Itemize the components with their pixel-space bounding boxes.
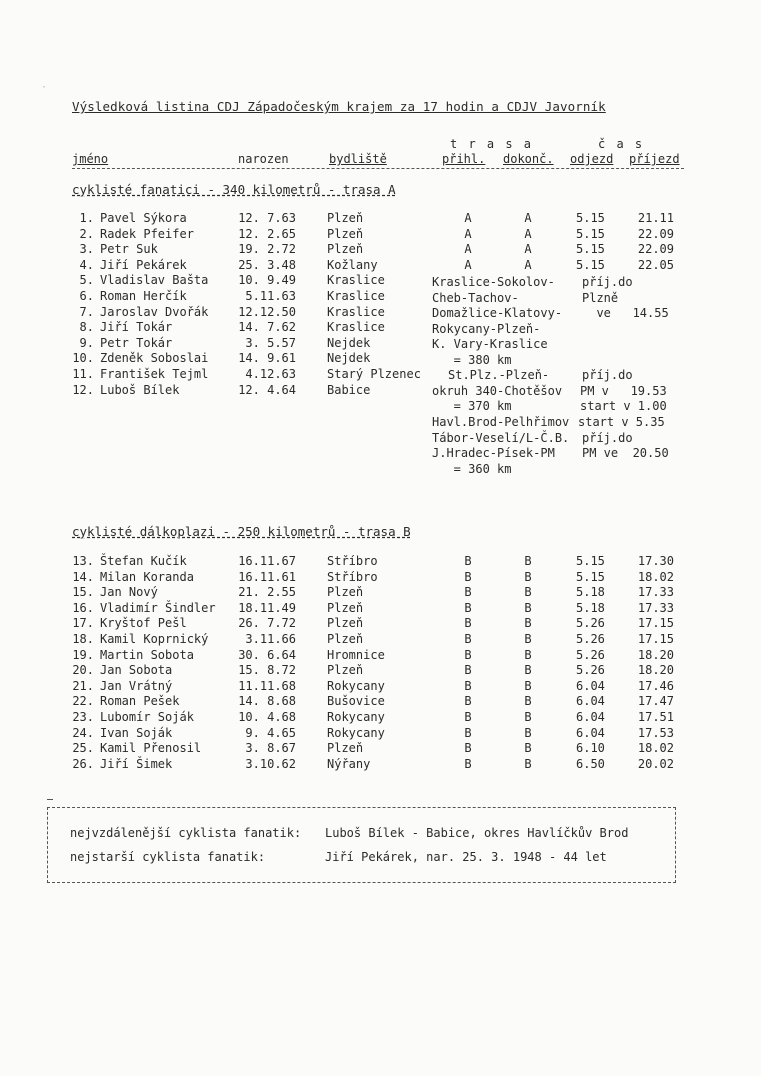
summary-value-farthest: Luboš Bílek - Babice, okres Havlíčkův Brod [325,826,629,840]
birth-date: 19. 2.72 [238,242,296,257]
table-row [0,726,761,741]
departure-time: 5.26 [576,616,605,631]
birth-date: 26. 7.72 [238,616,296,631]
table-row [0,663,761,678]
residence: Nejdek [327,351,371,366]
table-row [0,757,761,772]
row-number: 1. [79,211,94,225]
route-registered: B [464,678,472,693]
birth-date: 12.12.50 [238,304,296,319]
rider-name: Petr Suk [100,242,158,257]
birth-date: 14. 9.61 [238,351,296,366]
residence: Plzeň [327,600,364,615]
rider-name: Roman Pešek [100,694,180,709]
route-completed: B [524,725,532,740]
time-note-3: start v 5.35 příj.do PM ve 20.50 [578,415,669,461]
route-registered: B [464,694,472,709]
rider-name: František Tejml [100,367,209,381]
arrival-time: 17.15 [637,632,674,646]
residence: Hromnice [327,647,385,662]
row-number: 10. [72,351,94,366]
residence: Plzeň [327,616,364,631]
birth-date: 10. 4.68 [238,710,296,724]
rider-name: Lubomír Soják [100,710,194,724]
route-note-3: Havl.Brod-Pelhřimov Tábor-Veselí/L-Č.B. J.Hradec-Písek-PM = 360 km [432,415,570,476]
rider-name: Kryštof Pešl [100,616,187,631]
arrival-time: 17.53 [637,725,674,740]
row-number: 7. [79,304,94,319]
route-note-1: Kraslice-Sokolov- Cheb-Tachov- Domažlice-Klatovy- Rokycany-Plzeň- K. Vary-Kraslice = 380 km [432,275,563,367]
departure-time: 5.26 [576,647,605,662]
route-completed: A [524,242,532,257]
row-number: 17. [72,616,94,631]
row-number: 3. [79,242,94,257]
row-number: 2. [79,226,94,241]
arrival-time: 20.02 [637,756,674,771]
table-row [0,585,761,600]
rider-name: Jaroslav Dvořák [100,304,209,319]
row-number: 22. [72,694,94,709]
route-completed: B [524,585,532,600]
header-narozen: narozen [238,152,289,166]
residence: Nýřany [327,756,371,771]
table-row [0,616,761,631]
residence: Kraslice [327,304,385,319]
route-completed: B [524,554,532,568]
rider-name: Jiří Tokár [100,320,173,335]
departure-time: 6.50 [576,756,605,771]
residence: Plzeň [327,741,364,756]
departure-time: 6.04 [576,710,605,724]
header-cas: č a s [598,137,645,151]
arrival-time: 18.20 [637,663,674,678]
departure-time: 5.18 [576,600,605,615]
route-registered: B [464,710,472,724]
residence: Plzeň [327,663,364,678]
rider-name: Vladislav Bašta [100,273,209,288]
departure-time: 6.04 [576,725,605,740]
rider-name: Kamil Koprnický [100,632,209,646]
table-row [0,710,761,725]
departure-time: 5.26 [576,632,605,646]
residence: Kraslice [327,273,385,288]
route-completed: B [524,569,532,584]
birth-date: 3. 8.67 [245,741,296,756]
rider-name: Martin Sobota [100,647,194,662]
row-number: 24. [72,725,94,740]
residence: Plzeň [327,242,364,257]
birth-date: 21. 2.55 [238,585,296,600]
row-number: 19. [72,647,94,662]
residence: Plzeň [327,632,364,646]
rider-name: Jan Sobota [100,663,173,678]
row-number: 25. [72,741,94,756]
residence: Plzeň [327,226,364,241]
row-number: 4. [79,257,94,272]
route-completed: B [524,663,532,678]
row-number: 21. [72,678,94,693]
summary-box [47,807,676,883]
departure-time: 5.15 [576,242,605,257]
arrival-time: 22.09 [637,226,674,241]
header-prijezd: příjezd [629,152,680,166]
residence: Kraslice [327,320,385,335]
birth-date: 12. 7.63 [238,211,296,225]
residence: Starý Plzenec [327,367,421,381]
rider-name: Radek Pfeifer [100,226,194,241]
route-registered: B [464,585,472,600]
table-row [0,351,761,366]
rider-name: Luboš Bílek [100,382,180,397]
table-row [0,648,761,663]
birth-date: 16.11.67 [238,554,296,568]
rider-name: Štefan Kučík [100,554,187,568]
birth-date: 30. 6.64 [238,647,296,662]
route-note-2: St.Plz.-Plzeň- okruh 340-Chotěšov = 370 km [432,368,563,414]
arrival-time: 22.05 [637,257,674,272]
rider-name: Jiří Šimek [100,756,173,771]
table-row [0,320,761,335]
birth-date: 11.11.68 [238,678,296,693]
row-number: 13. [72,554,94,568]
header-prihl: přihl. [442,152,486,166]
arrival-time: 18.02 [637,741,674,756]
route-completed: A [524,211,532,225]
residence: Plzeň [327,211,364,225]
route-registered: A [464,226,472,241]
header-dokonc: dokonč. [503,152,554,166]
birth-date: 15. 8.72 [238,663,296,678]
birth-date: 9. 4.65 [245,725,296,740]
residence: Rokycany [327,678,385,693]
table-row [0,227,761,242]
row-number: 16. [72,600,94,615]
birth-date: 3.10.62 [245,756,296,771]
birth-date: 18.11.49 [238,600,296,615]
table-row [0,694,761,709]
departure-time: 5.15 [576,226,605,241]
route-completed: B [524,694,532,709]
header-divider [72,168,684,169]
time-note-2: příj.do PM v 19.53 start v 1.00 [580,368,667,414]
row-number: 8. [79,320,94,335]
residence: Kraslice [327,289,385,303]
box-corner-mark [47,799,53,800]
route-completed: A [524,257,532,272]
departure-time: 6.04 [576,678,605,693]
arrival-time: 17.33 [637,585,674,600]
departure-time: 5.15 [576,569,605,584]
residence: Stříbro [327,554,378,568]
rider-name: Milan Koranda [100,569,194,584]
departure-time: 6.10 [576,741,605,756]
arrival-time: 22.09 [637,242,674,257]
residence: Rokycany [327,710,385,724]
row-number: 15. [72,585,94,600]
departure-time: 5.26 [576,663,605,678]
row-number: 9. [79,335,94,350]
row-number: 20. [72,663,94,678]
table-row [0,570,761,585]
route-registered: B [464,741,472,756]
row-number: 18. [72,632,94,646]
residence: Kožlany [327,257,378,272]
arrival-time: 17.47 [637,694,674,709]
residence: Plzeň [327,585,364,600]
arrival-time: 17.46 [637,678,674,693]
arrival-time: 21.11 [637,211,674,225]
residence: Nejdek [327,335,371,350]
residence: Babice [327,382,371,397]
departure-time: 5.15 [576,211,605,225]
departure-time: 6.04 [576,694,605,709]
arrival-time: 18.20 [637,647,674,662]
arrival-time: 17.15 [637,616,674,631]
birth-date: 3.11.66 [245,632,296,646]
departure-time: 5.15 [576,554,605,568]
residence: Stříbro [327,569,378,584]
row-number: 12. [72,382,94,397]
route-completed: B [524,756,532,771]
route-registered: B [464,616,472,631]
section-b-title: cyklisté dálkoplazi - 250 kilometrů - trasa B [72,524,411,539]
table-row [0,554,761,569]
rider-name: Kamil Přenosil [100,741,202,756]
rider-name: Jiří Pekárek [100,257,187,272]
document-title: Výsledková listina CDJ Západočeským krajem za 17 hodin a CDJV Javorník [72,99,606,114]
birth-date: 3. 5.57 [245,335,296,350]
route-registered: B [464,647,472,662]
table-row [0,258,761,273]
arrival-time: 17.30 [637,554,674,568]
arrival-time: 18.02 [637,569,674,584]
row-number: 26. [72,756,94,771]
header-trasa: t r a s a [450,137,534,151]
rider-name: Roman Herčík [100,289,187,303]
route-registered: B [464,632,472,646]
route-registered: B [464,756,472,771]
route-completed: B [524,600,532,615]
route-completed: B [524,741,532,756]
route-registered: A [464,257,472,272]
table-row [0,242,761,257]
rider-name: Zdeněk Soboslai [100,351,209,366]
birth-date: 14. 7.62 [238,320,296,335]
table-row [0,632,761,647]
route-completed: B [524,632,532,646]
row-number: 23. [72,710,94,724]
birth-date: 5.11.63 [245,289,296,303]
route-registered: B [464,554,472,568]
birth-date: 12. 2.65 [238,226,296,241]
route-registered: B [464,600,472,615]
birth-date: 12. 4.64 [238,382,296,397]
table-row [0,211,761,226]
residence: Rokycany [327,725,385,740]
birth-date: 4.12.63 [245,367,296,381]
birth-date: 10. 9.49 [238,273,296,288]
table-row [0,601,761,616]
summary-label-oldest: nejstarší cyklista fanatik: [70,850,266,864]
route-registered: A [464,242,472,257]
route-registered: B [464,569,472,584]
rider-name: Jan Nový [100,585,158,600]
arrival-time: 17.51 [637,710,674,724]
time-note-1: příj.do Plzně ve 14.55 [582,275,669,321]
header-odjezd: odjezd [570,152,614,166]
rider-name: Jan Vrátný [100,678,173,693]
summary-value-oldest: Jiří Pekárek, nar. 25. 3. 1948 - 44 let [325,850,607,864]
header-jmeno: jméno [72,152,109,166]
departure-time: 5.15 [576,257,605,272]
summary-label-farthest: nejvzdálenější cyklista fanatik: [70,826,302,840]
birth-date: 14. 8.68 [238,694,296,709]
route-completed: B [524,678,532,693]
route-registered: B [464,663,472,678]
route-completed: A [524,226,532,241]
header-bydliste: bydliště [329,152,387,166]
table-row [0,741,761,756]
residence: Bušovice [327,694,385,709]
departure-time: 5.18 [576,585,605,600]
table-row [0,679,761,694]
birth-date: 25. 3.48 [238,257,296,272]
arrival-time: 17.33 [637,600,674,615]
section-a-title: cyklisté fanatici - 340 kilometrů - trasa A [72,182,396,197]
route-registered: A [464,211,472,225]
route-completed: B [524,616,532,631]
rider-name: Petr Tokár [100,335,173,350]
row-number: 14. [72,569,94,584]
birth-date: 16.11.61 [238,569,296,584]
row-number: 11. [72,367,94,381]
rider-name: Vladimír Šindler [100,600,216,615]
rider-name: Ivan Soják [100,725,173,740]
rider-name: Pavel Sýkora [100,211,187,225]
row-number: 6. [79,289,94,303]
route-registered: B [464,725,472,740]
table-row [0,336,761,351]
route-completed: B [524,710,532,724]
route-completed: B [524,647,532,662]
row-number: 5. [79,273,94,288]
paper-mark: · [41,82,48,93]
